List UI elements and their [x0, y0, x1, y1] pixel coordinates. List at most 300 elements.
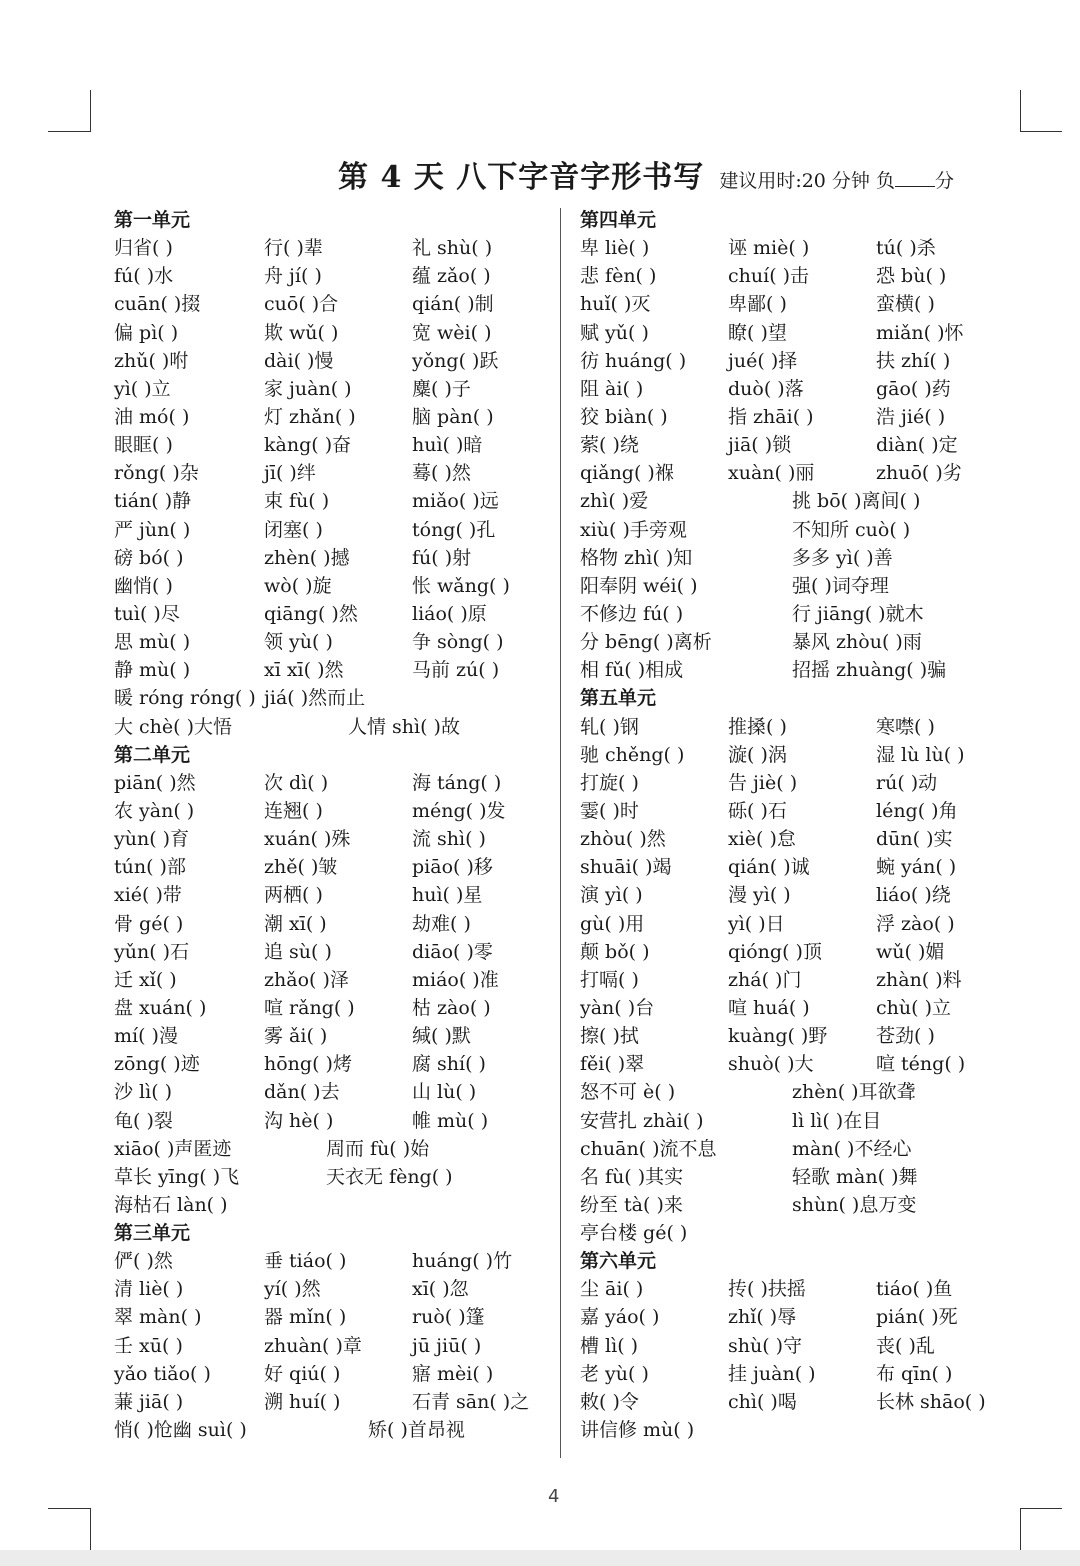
- exercise-row: [114, 234, 550, 262]
- exercise-row: [580, 910, 1020, 938]
- exercise-row: [114, 487, 550, 515]
- exercise-item: 蒹 jiā( ): [114, 1390, 184, 1413]
- exercise-row: [580, 1332, 1020, 1360]
- exercise-item: 垂 tiáo( ): [264, 1250, 347, 1273]
- exercise-item: huì( )星: [412, 884, 483, 907]
- exercise-row: [580, 572, 1020, 600]
- exercise-item: 好 qiú( ): [264, 1362, 341, 1385]
- exercise-row: [114, 1107, 550, 1135]
- exercise-item: tú( )杀: [876, 237, 936, 260]
- exercise-item: 砾( )石: [728, 799, 787, 822]
- exercise-item: 打嗝( ): [580, 968, 639, 991]
- section-heading: 第一单元: [114, 209, 191, 231]
- exercise-item: gāo( )药: [876, 377, 951, 400]
- exercise-item: mí( )漫: [114, 1025, 178, 1048]
- exercise-item: 眼眶( ): [114, 434, 173, 457]
- exercise-item: 老 yù( ): [580, 1362, 649, 1385]
- exercise-item: 礼 shù( ): [412, 237, 493, 260]
- exercise-item: huáng( )竹: [412, 1250, 513, 1273]
- exercise-item: zōng( )迹: [114, 1053, 200, 1076]
- exercise-item: 争 sòng( ): [412, 631, 504, 654]
- exercise-row: [114, 544, 550, 572]
- exercise-row: [114, 375, 550, 403]
- exercise-item: 格物 zhì( )知: [580, 546, 693, 569]
- exercise-item: yì( )日: [728, 912, 785, 935]
- exercise-item: 骨 gé( ): [114, 912, 184, 935]
- section-heading: 第三单元: [114, 1222, 191, 1245]
- exercise-row: [114, 881, 550, 909]
- exercise-item: dài( )慢: [264, 349, 334, 372]
- exercise-row: [114, 1022, 550, 1050]
- exercise-item: fěi( )翠: [580, 1053, 645, 1076]
- exercise-item: 石青 sān( )之: [412, 1390, 530, 1413]
- exercise-item: 狡 biàn( ): [580, 405, 668, 428]
- exercise-item: 脑 pàn( ): [412, 405, 494, 428]
- exercise-item: 悄( )怆幽 suì( ): [114, 1419, 247, 1442]
- exercise-item: diāo( )零: [412, 940, 493, 963]
- exercise-row: [580, 262, 1020, 290]
- exercise-row: [114, 994, 550, 1022]
- exercise-item: chuí( )击: [728, 265, 810, 288]
- exercise-item: 沙 lì( ): [114, 1081, 173, 1104]
- exercise-item: kuàng( )野: [728, 1025, 828, 1048]
- exercise-item: yǒng( )跃: [412, 349, 499, 372]
- exercise-row: [580, 1135, 1020, 1163]
- exercise-item: diàn( )定: [876, 434, 958, 457]
- exercise-item: 农 yàn( ): [114, 799, 195, 822]
- exercise-item: 擦( )拭: [580, 1025, 639, 1048]
- exercise-item: 喧 huá( ): [728, 996, 810, 1019]
- exercise-item: qián( )诚: [728, 856, 810, 879]
- exercise-item: yǔn( )石: [114, 940, 190, 963]
- exercise-item: 暖 róng róng( ): [114, 687, 256, 710]
- crop-mark-bottom-right-h: [1020, 1508, 1062, 1509]
- exercise-item: yí( )然: [264, 1278, 321, 1301]
- exercise-item: liáo( )绕: [876, 884, 951, 907]
- crop-mark-bottom-left-h: [48, 1508, 90, 1509]
- exercise-item: pián( )死: [876, 1306, 958, 1329]
- exercise-item: 颠 bǒ( ): [580, 940, 650, 963]
- exercise-row: [580, 853, 1020, 881]
- exercise-item: piāo( )移: [412, 856, 493, 879]
- score-blank: [895, 170, 935, 187]
- exercise-item: 抟( )扶摇: [728, 1278, 806, 1301]
- exercise-row: [114, 684, 550, 712]
- exercise-item: 敕( )令: [580, 1390, 639, 1413]
- exercise-item: 亭台楼 gé( ): [580, 1222, 688, 1245]
- exercise-row: [580, 1191, 1020, 1219]
- exercise-item: 潮 xī( ): [264, 912, 327, 935]
- exercise-item: shuāi( )竭: [580, 856, 672, 879]
- exercise-row: [114, 347, 550, 375]
- exercise-item: chù( )立: [876, 996, 951, 1019]
- exercise-item: 恐 bù( ): [876, 265, 947, 288]
- exercise-row: [580, 319, 1020, 347]
- exercise-item: jī( )绊: [264, 462, 316, 485]
- exercise-row: [580, 375, 1020, 403]
- exercise-item: 连翘( ): [264, 799, 323, 822]
- exercise-item: liáo( )原: [412, 602, 487, 625]
- exercise-row: [580, 1022, 1020, 1050]
- exercise-item: 天衣无 fèng( ): [326, 1165, 453, 1188]
- exercise-item: 招摇 zhuàng( )骗: [792, 659, 947, 682]
- exercise-item: 腐 shí( ): [412, 1053, 486, 1076]
- exercise-item: chì( )喝: [728, 1390, 797, 1413]
- exercise-row: [580, 1303, 1020, 1331]
- exercise-item: jū jiū( ): [412, 1334, 482, 1357]
- exercise-item: tóng( )孔: [412, 518, 496, 541]
- exercise-item: zhǐ( )辱: [728, 1306, 797, 1329]
- exercise-item: qián( )制: [412, 293, 494, 316]
- exercise-item: 嘉 yáo( ): [580, 1306, 660, 1329]
- exercise-item: 翠 màn( ): [114, 1306, 202, 1329]
- exercise-item: 阻 ài( ): [580, 377, 644, 400]
- exercise-item: fú( )水: [114, 265, 174, 288]
- exercise-item: léng( )角: [876, 799, 958, 822]
- exercise-item: 宽 wèi( ): [412, 321, 492, 344]
- exercise-item: 归省( ): [114, 237, 173, 260]
- exercise-item: tuì( )尽: [114, 602, 180, 625]
- exercise-item: 漩( )涡: [728, 743, 787, 766]
- exercise-item: 行( )辈: [264, 237, 323, 260]
- exercise-item: 苍劲( ): [876, 1025, 935, 1048]
- section-heading: 第四单元: [580, 209, 657, 231]
- exercise-item: 盘 xuán( ): [114, 996, 207, 1019]
- exercise-item: miǎo( )远: [412, 490, 499, 513]
- exercise-item: zhèn( )耳欲聋: [792, 1081, 916, 1104]
- exercise-item: hōng( )烤: [264, 1053, 352, 1076]
- exercise-item: 严 jùn( ): [114, 518, 191, 541]
- exercise-row: [580, 1388, 1020, 1416]
- exercise-row: [114, 1303, 550, 1331]
- exercise-item: 推搡( ): [728, 715, 787, 738]
- exercise-item: 矫( )首昂视: [368, 1419, 465, 1442]
- page-number: 4: [548, 1486, 560, 1507]
- exercise-row: [114, 853, 550, 881]
- exercise-item: 流 shì( ): [412, 828, 486, 851]
- exercise-item: 讲信修 mù( ): [580, 1419, 695, 1442]
- exercise-item: miǎn( )怀: [876, 321, 964, 344]
- exercise-item: xuàn( )丽: [728, 462, 815, 485]
- exercise-item: zhě( )皱: [264, 856, 338, 879]
- left-column: [114, 206, 550, 1444]
- exercise-item: xī( )忽: [412, 1278, 469, 1301]
- exercise-item: 槽 lì( ): [580, 1334, 639, 1357]
- exercise-item: 领 yù( ): [264, 631, 333, 654]
- exercise-row: [114, 966, 550, 994]
- exercise-item: 追 sù( ): [264, 940, 332, 963]
- exercise-item: 海 táng( ): [412, 771, 502, 794]
- exercise-item: 器 mǐn( ): [264, 1306, 347, 1329]
- exercise-row: [580, 516, 1020, 544]
- exercise-row: [114, 459, 550, 487]
- exercise-item: wǔ( )媚: [876, 940, 945, 963]
- exercise-item: 轻歌 màn( )舞: [792, 1165, 918, 1188]
- exercise-item: 油 mó( ): [114, 405, 190, 428]
- exercise-row: [114, 572, 550, 600]
- crop-mark-top-left-h: [48, 131, 90, 132]
- exercise-row: [114, 290, 550, 318]
- section-heading: 第五单元: [580, 687, 657, 710]
- exercise-item: jiā( )锁: [728, 434, 792, 457]
- exercise-item: 壬 xū( ): [114, 1334, 183, 1357]
- exercise-item: 寤 mèi( ): [412, 1362, 494, 1385]
- exercise-item: 彷 huáng( ): [580, 349, 687, 372]
- exercise-item: 尘 āi( ): [580, 1278, 644, 1301]
- exercise-item: 偏 pì( ): [114, 321, 179, 344]
- exercise-item: 麋( )子: [412, 377, 471, 400]
- exercise-item: 告 jiè( ): [728, 771, 798, 794]
- exercise-row: [114, 600, 550, 628]
- crop-mark-top-right-h: [1020, 131, 1062, 132]
- exercise-row: [580, 290, 1020, 318]
- exercise-item: 挑 bō( )离间( ): [792, 490, 921, 513]
- exercise-row: [580, 1219, 1020, 1247]
- exercise-row: [114, 1135, 550, 1163]
- exercise-item: 怒不可 è( ): [580, 1081, 676, 1104]
- exercise-item: 打旋( ): [580, 771, 639, 794]
- exercise-item: tún( )部: [114, 856, 186, 879]
- exercise-item: 分 bēng( )离析: [580, 631, 712, 654]
- exercise-row: [114, 938, 550, 966]
- exercise-item: zhàn( )料: [876, 968, 962, 991]
- exercise-item: 扶 zhí( ): [876, 349, 951, 372]
- exercise-item: dūn( )实: [876, 828, 953, 851]
- exercise-item: 劫难( ): [412, 912, 471, 935]
- suggested-time: 建议用时:20 分钟 负 分: [719, 170, 954, 192]
- exercise-item: 指 zhāi( ): [728, 405, 814, 428]
- exercise-item: 帷 mù( ): [412, 1109, 489, 1132]
- exercise-item: dǎn( )去: [264, 1081, 340, 1104]
- exercise-row: [114, 1416, 550, 1444]
- exercise-item: xié( )带: [114, 884, 182, 907]
- exercise-item: 霎( )时: [580, 799, 639, 822]
- exercise-item: 蓦( )然: [412, 462, 471, 485]
- exercise-item: shùn( )息万变: [792, 1193, 917, 1216]
- exercise-item: cuō( )合: [264, 293, 339, 316]
- exercise-row: [580, 938, 1020, 966]
- exercise-item: 蕴 zǎo( ): [412, 265, 491, 288]
- exercise-item: gù( )用: [580, 912, 645, 935]
- exercise-row: [114, 1247, 550, 1275]
- exercise-row: [580, 1050, 1020, 1078]
- exercise-row: [580, 656, 1020, 684]
- exercise-item: 思 mù( ): [114, 631, 191, 654]
- exercise-item: 草长 yīng( )飞: [114, 1165, 240, 1188]
- exercise-item: 灯 zhǎn( ): [264, 405, 356, 428]
- exercise-item: 人情 shì( )故: [348, 715, 460, 738]
- exercise-row: [580, 769, 1020, 797]
- exercise-item: zhuàn( )章: [264, 1334, 362, 1357]
- exercise-row: [114, 797, 550, 825]
- exercise-item: rǒng( )杂: [114, 462, 199, 485]
- exercise-item: 静 mù( ): [114, 659, 191, 682]
- section-heading: 第二单元: [114, 743, 191, 766]
- exercise-item: 磅 bó( ): [114, 546, 184, 569]
- exercise-item: qióng( )顶: [728, 940, 822, 963]
- exercise-item: zhèn( )撼: [264, 546, 350, 569]
- exercise-row: [580, 234, 1020, 262]
- exercise-item: 挂 juàn( ): [728, 1362, 816, 1385]
- exercise-row: [114, 1163, 550, 1191]
- exercise-item: 安营扎 zhài( ): [580, 1109, 704, 1132]
- exercise-item: qiāng( )然: [264, 602, 358, 625]
- exercise-item: 驰 chěng( ): [580, 743, 685, 766]
- exercise-item: 蜿 yán( ): [876, 856, 957, 879]
- exercise-row: [114, 319, 550, 347]
- exercise-item: zhì( )爱: [580, 490, 649, 513]
- exercise-item: 浩 jié( ): [876, 405, 946, 428]
- exercise-item: 卑鄙( ): [728, 293, 787, 316]
- exercise-row: [580, 347, 1020, 375]
- exercise-item: 枯 zào( ): [412, 996, 491, 1019]
- exercise-row: [580, 994, 1020, 1022]
- exercise-item: 喧 rǎng( ): [264, 996, 355, 1019]
- exercise-item: 浮 zào( ): [876, 912, 955, 935]
- exercise-item: 喧 téng( ): [876, 1053, 966, 1076]
- exercise-item: 阳奉阴 wéi( ): [580, 574, 698, 597]
- exercise-item: cuān( )掇: [114, 293, 201, 316]
- exercise-item: zhá( )门: [728, 968, 802, 991]
- bottom-band: [0, 1550, 1080, 1566]
- exercise-item: tiáo( )鱼: [876, 1278, 953, 1301]
- exercise-row: [580, 1416, 1020, 1444]
- exercise-row: [580, 1107, 1020, 1135]
- exercise-row: [580, 628, 1020, 656]
- exercise-item: 丧( )乱: [876, 1334, 935, 1357]
- exercise-row: [580, 1275, 1020, 1303]
- exercise-item: xiè( )怠: [728, 828, 796, 851]
- exercise-item: 赋 yǔ( ): [580, 321, 649, 344]
- exercise-item: yàn( )台: [580, 996, 655, 1019]
- exercise-item: 山 lù( ): [412, 1081, 477, 1104]
- exercise-item: yùn( )育: [114, 828, 190, 851]
- exercise-row: [114, 910, 550, 938]
- exercise-item: 名 fù( )其实: [580, 1165, 684, 1188]
- exercise-item: 沟 hè( ): [264, 1109, 334, 1132]
- exercise-row: [580, 487, 1020, 515]
- exercise-row: [580, 825, 1020, 853]
- exercise-item: 不修边 fú( ): [580, 602, 684, 625]
- exercise-item: 两栖( ): [264, 884, 323, 907]
- exercise-row: [114, 1388, 550, 1416]
- exercise-item: 欺 wǔ( ): [264, 321, 339, 344]
- right-column: [580, 206, 1020, 1444]
- exercise-item: zhǔ( )咐: [114, 349, 189, 372]
- exercise-item: jué( )择: [728, 349, 798, 372]
- exercise-item: xiāo( )声匿迹: [114, 1137, 232, 1160]
- exercise-item: 迁 xǐ( ): [114, 968, 177, 991]
- exercise-item: 相 fǔ( )相成: [580, 659, 684, 682]
- exercise-item: 轧( )钢: [580, 715, 639, 738]
- exercise-item: 漫 yì( ): [728, 884, 791, 907]
- exercise-row: [580, 713, 1020, 741]
- exercise-row: [114, 516, 550, 544]
- exercise-item: màn( )不经心: [792, 1137, 912, 1160]
- exercise-row: [114, 1078, 550, 1106]
- exercise-item: qiǎng( )褓: [580, 462, 674, 485]
- page-title: 第 4 天 八下字音字形书写: [338, 160, 705, 195]
- exercise-item: yǎo tiǎo( ): [114, 1362, 211, 1385]
- exercise-row: [114, 628, 550, 656]
- exercise-row: [114, 1332, 550, 1360]
- exercise-item: 清 liè( ): [114, 1278, 184, 1301]
- exercise-item: 悲 fèn( ): [580, 265, 657, 288]
- exercise-item: 俨( )然: [114, 1250, 173, 1273]
- exercise-item: wò( )旋: [264, 574, 332, 597]
- exercise-row: [580, 966, 1020, 994]
- exercise-item: 雾 ǎi( ): [264, 1025, 328, 1048]
- exercise-item: yì( )立: [114, 377, 171, 400]
- exercise-row: [114, 1360, 550, 1388]
- exercise-item: méng( )发: [412, 799, 506, 822]
- exercise-item: 暴风 zhòu( )雨: [792, 631, 922, 654]
- exercise-row: [580, 1163, 1020, 1191]
- exercise-item: 瞭( )望: [728, 321, 787, 344]
- exercise-item: rú( )动: [876, 771, 938, 794]
- exercise-item: 大 chè( )大悟: [114, 715, 233, 738]
- exercise-item: 不知所 cuò( ): [792, 518, 911, 541]
- exercise-item: 幽悄( ): [114, 574, 173, 597]
- exercise-item: 寒噤( ): [876, 715, 935, 738]
- crop-mark-top-left: [90, 90, 91, 132]
- exercise-item: piān( )然: [114, 771, 196, 794]
- exercise-row: [580, 797, 1020, 825]
- exercise-item: shù( )守: [728, 1334, 803, 1357]
- exercise-row: [114, 1275, 550, 1303]
- exercise-item: 次 dì( ): [264, 771, 329, 794]
- exercise-row: [580, 431, 1020, 459]
- crop-mark-bottom-left: [90, 1508, 91, 1550]
- exercise-row: [580, 600, 1020, 628]
- exercise-row: [580, 881, 1020, 909]
- exercise-item: huǐ( )灭: [580, 293, 651, 316]
- exercise-item: 多多 yì( )善: [792, 546, 893, 569]
- exercise-item: 龟( )裂: [114, 1109, 173, 1132]
- exercise-row: [114, 262, 550, 290]
- exercise-item: chuān( )流不息: [580, 1137, 717, 1160]
- exercise-item: 怅 wǎng( ): [412, 574, 510, 597]
- exercise-item: 湿 lù lù( ): [876, 743, 965, 766]
- exercise-item: duò( )落: [728, 377, 804, 400]
- exercise-row: [114, 1050, 550, 1078]
- exercise-item: 溯 huí( ): [264, 1390, 341, 1413]
- exercise-item: 卑 liè( ): [580, 237, 650, 260]
- exercise-item: tián( )静: [114, 490, 192, 513]
- section-heading: 第六单元: [580, 1250, 657, 1273]
- exercise-item: 布 qīn( ): [876, 1362, 953, 1385]
- exercise-item: 蛮横( ): [876, 293, 935, 316]
- exercise-item: zhuō( )劣: [876, 462, 962, 485]
- exercise-row: [580, 1078, 1020, 1106]
- exercise-item: 闭塞( ): [264, 518, 323, 541]
- exercise-item: 周而 fù( )始: [326, 1137, 430, 1160]
- exercise-row: [114, 431, 550, 459]
- exercise-item: zhòu( )然: [580, 828, 666, 851]
- exercise-item: 演 yì( ): [580, 884, 643, 907]
- exercise-item: xuán( )殊: [264, 828, 351, 851]
- exercise-row: [580, 1360, 1020, 1388]
- exercise-row: [114, 769, 550, 797]
- exercise-item: 舟 jí( ): [264, 265, 322, 288]
- exercise-item: 马前 zú( ): [412, 659, 500, 682]
- page-header: [338, 152, 954, 196]
- exercise-row: [114, 656, 550, 684]
- exercise-item: 长林 shāo( ): [876, 1390, 986, 1413]
- exercise-item: 强( )词夺理: [792, 574, 889, 597]
- exercise-item: 缄( )默: [412, 1025, 471, 1048]
- exercise-item: shuò( )大: [728, 1053, 814, 1076]
